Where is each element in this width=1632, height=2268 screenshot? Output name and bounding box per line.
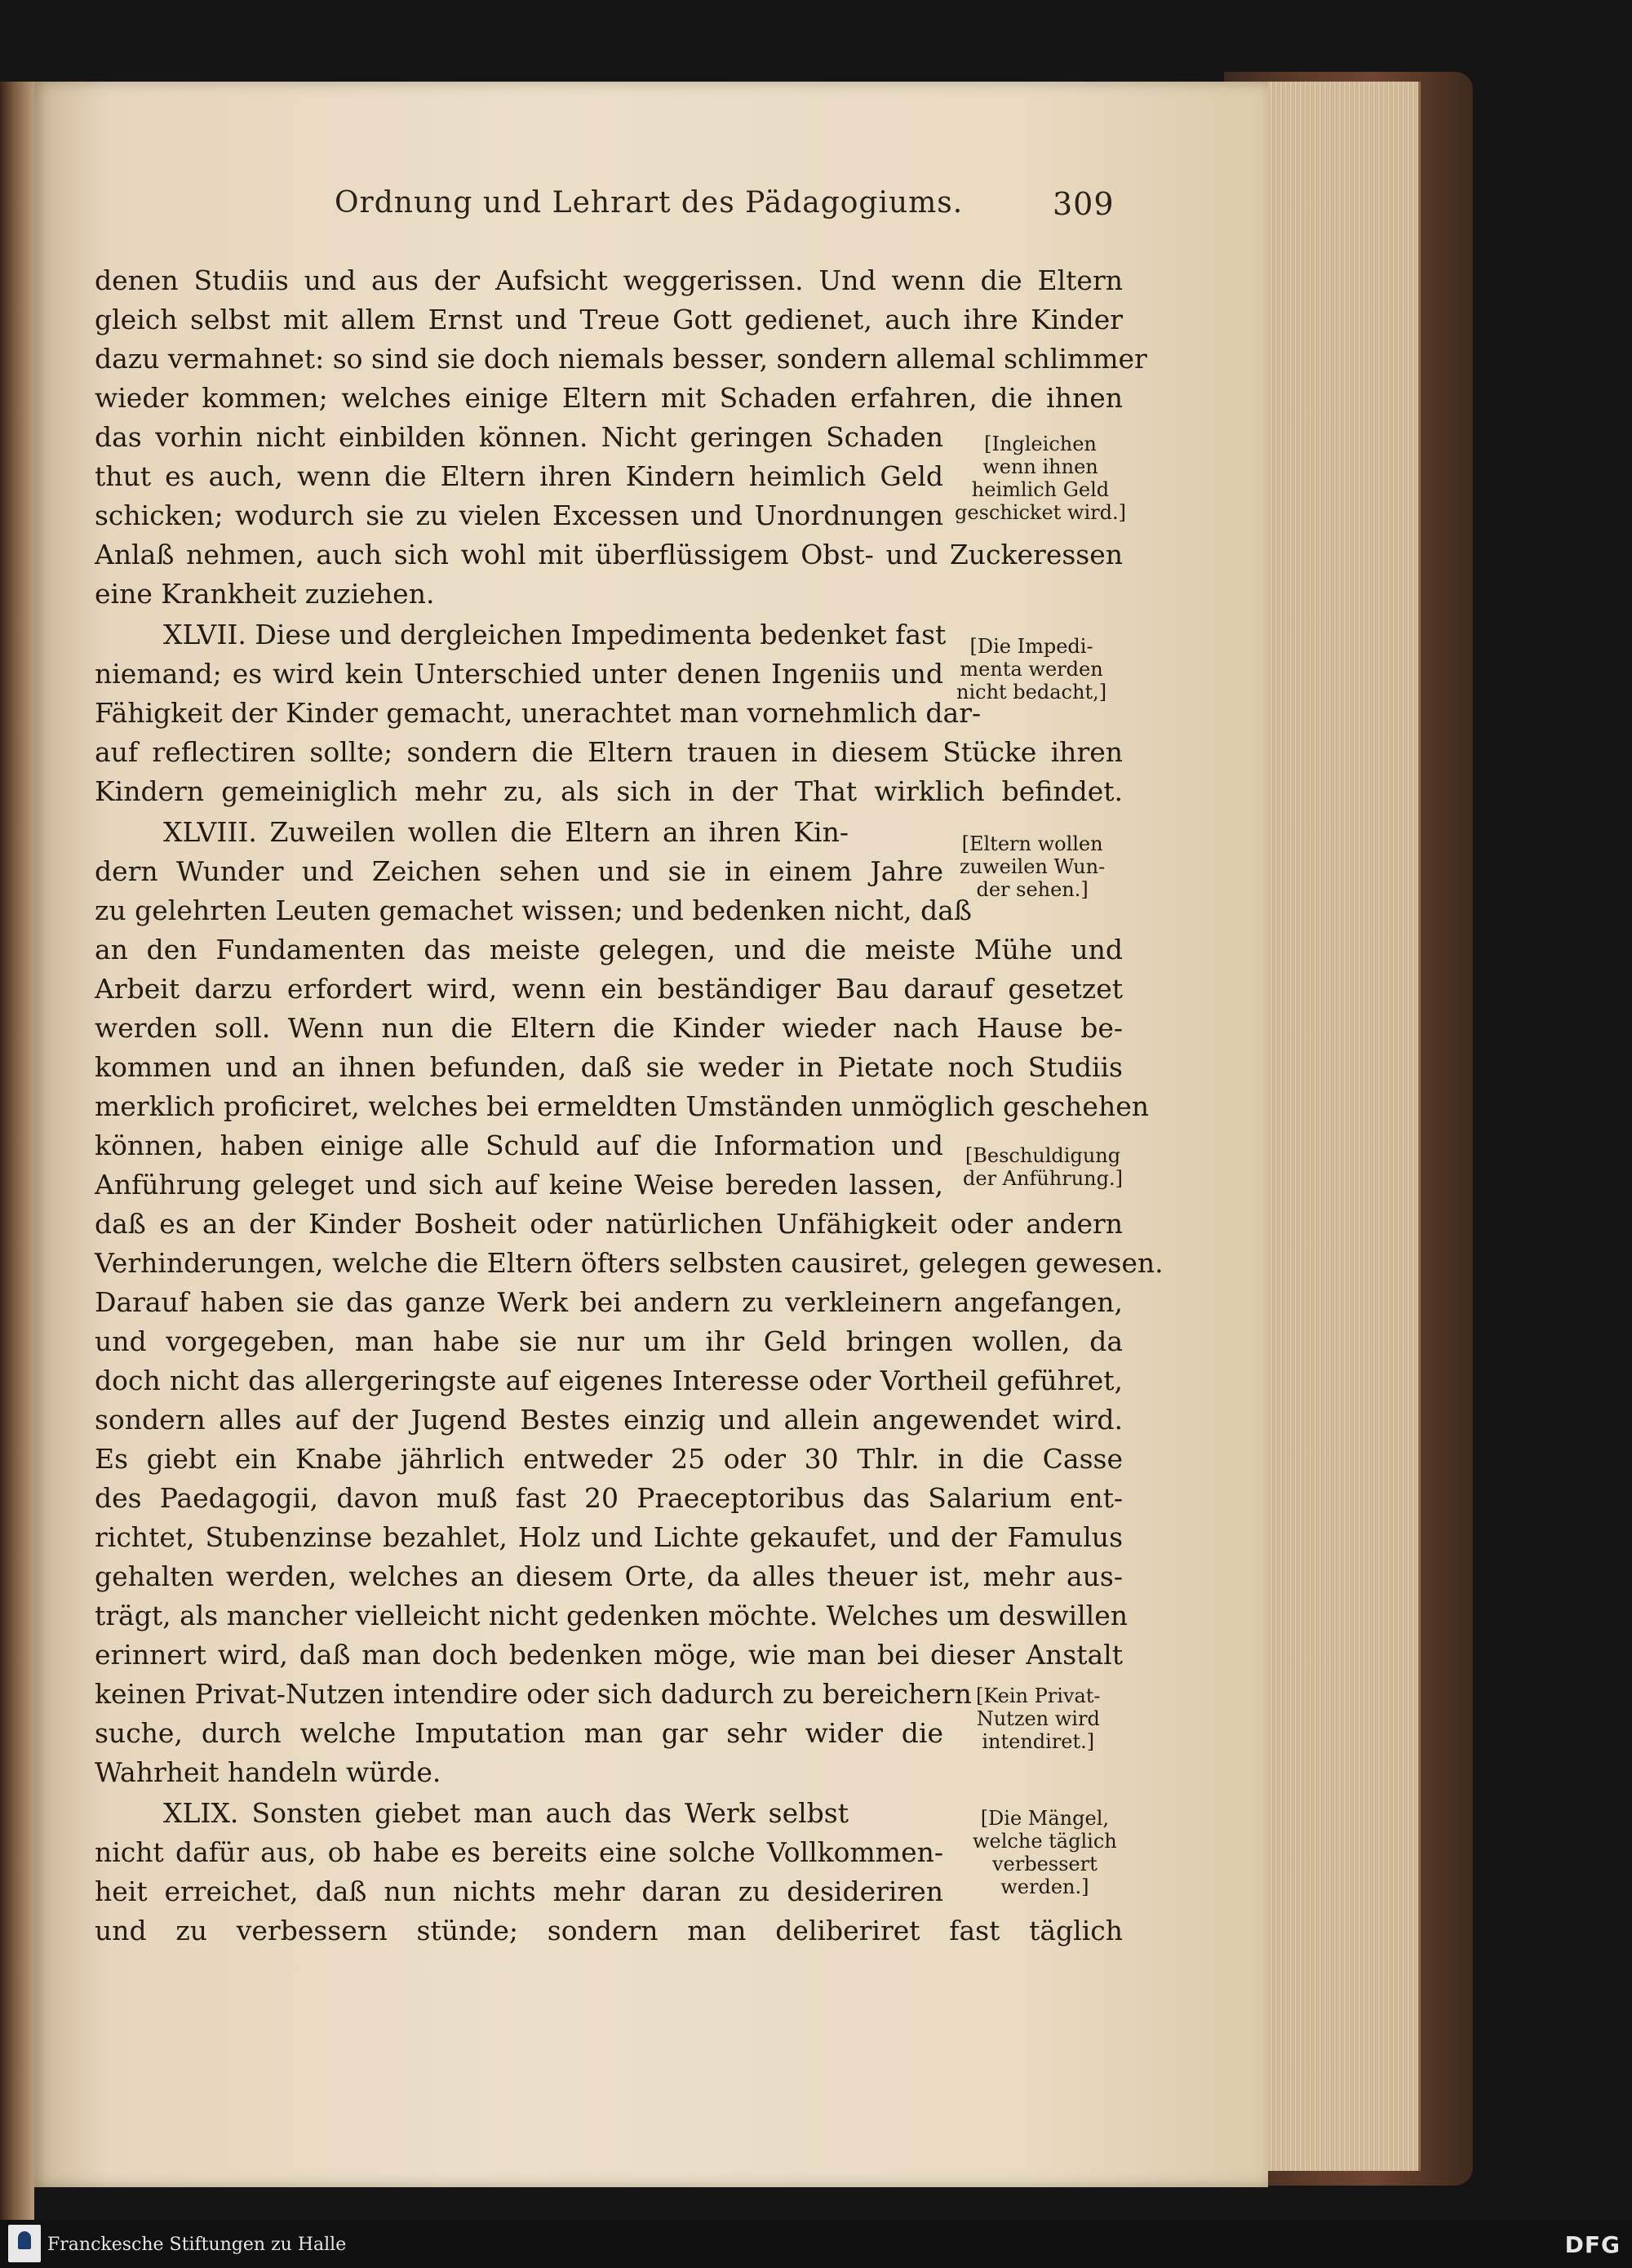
text-line: Arbeit darzu erfordert wird, wenn ein beständiger Bau darauf gesetzet: [95, 973, 1123, 1005]
text-line: dern Wunder und Zeichen sehen und sie in einem Jahre: [95, 855, 943, 887]
text-line: Wahrheit handeln würde.: [95, 1756, 441, 1788]
institution-logo-icon: [8, 2225, 41, 2262]
text-line: Anlaß nehmen, auch sich wohl mit überflüssigem Obst- und Zuckeressen: [95, 539, 1123, 570]
text-line: schicken; wodurch sie zu vielen Excessen und Unordnungen: [95, 499, 943, 531]
text-line: Darauf haben sie das ganze Werk bei andern zu verkleinern angefangen,: [95, 1286, 1123, 1318]
side-note: [Ingleichen wenn ihnen heimlich Geld geschicket wird.]: [955, 433, 1126, 524]
text-line: werden soll. Wenn nun die Eltern die Kinder wieder nach Hause be-: [95, 1012, 1123, 1044]
dfg-logo: DFG: [1564, 2231, 1621, 2258]
text-line: Es giebt ein Knabe jährlich entweder 25 oder 30 Thlr. in die Casse: [95, 1443, 1123, 1475]
text-line: thut es auch, wenn die Eltern ihren Kindern heimlich Geld: [95, 460, 943, 492]
text-line: und zu verbessern stünde; sondern man deliberiret fast täglich: [95, 1915, 1123, 1946]
text-line: erinnert wird, daß man doch bedenken möge, wie man bei dieser Anstalt: [95, 1639, 1123, 1671]
text-line: XLVII. Diese und dergleichen Impedimenta bedenket fast: [163, 619, 947, 650]
text-line: zu gelehrten Leuten gemachet wissen; und bedenken nicht, daß: [95, 894, 972, 926]
text-line: nicht dafür aus, ob habe es bereits eine solche Vollkommen-: [95, 1836, 943, 1868]
text-line: XLIX. Sonsten giebet man auch das Werk selbst: [163, 1797, 849, 1829]
text-line: denen Studiis und aus der Aufsicht weggerissen. Und wenn die Eltern: [95, 264, 1123, 296]
text-line: trägt, als mancher vielleicht nicht gedenken möchte. Welches um deswillen: [95, 1600, 1128, 1631]
text-line: und vorgegeben, man habe sie nur um ihr Geld bringen wollen, da: [95, 1325, 1123, 1357]
running-title: Ordnung und Lehrart des Pädagogiums.: [335, 186, 964, 220]
text-line: sondern alles auf der Jugend Bestes einzig und allein angewendet wird.: [95, 1404, 1123, 1436]
text-line: keinen Privat-Nutzen intendire oder sich dadurch zu bereichern: [95, 1678, 972, 1710]
text-line: Anführung geleget und sich auf keine Weise bereden lassen,: [95, 1169, 943, 1201]
text-line: doch nicht das allergeringste auf eigenes Interesse oder Vortheil geführet,: [95, 1365, 1123, 1396]
text-line: des Paedagogii, davon muß fast 20 Praeceptoribus das Salarium ent-: [95, 1482, 1123, 1514]
text-line: XLVIII. Zuweilen wollen die Eltern an ihren Kin-: [163, 816, 849, 848]
text-line: daß es an der Kinder Bosheit oder natürlichen Unfähigkeit oder andern: [95, 1208, 1123, 1240]
text-line: suche, durch welche Imputation man gar sehr wider die: [95, 1717, 943, 1749]
text-line: das vorhin nicht einbilden können. Nicht geringen Schaden: [95, 421, 943, 453]
side-note: [Die Mängel, welche täglich verbessert werden.]: [973, 1807, 1117, 1898]
text-line: können, haben einige alle Schuld auf die Information und: [95, 1130, 943, 1161]
text-line: heit erreichet, daß nun nichts mehr daran zu desideriren: [95, 1875, 943, 1907]
text-line: kommen und an ihnen befunden, daß sie weder in Pietate noch Studiis: [95, 1051, 1123, 1083]
previous-page-edge: [0, 82, 34, 2220]
text-line: Verhinderungen, welche die Eltern öfters selbsten causiret, gelegen gewesen.: [95, 1247, 1164, 1279]
side-note: [Beschuldigung der Anführung.]: [963, 1144, 1123, 1190]
page-number: 309: [1053, 186, 1115, 222]
text-line: wieder kommen; welches einige Eltern mit Schaden erfahren, die ihnen: [95, 382, 1123, 414]
text-line: Kindern gemeiniglich mehr zu, als sich in der That wirklich befindet.: [95, 775, 1123, 807]
text-line: gleich selbst mit allem Ernst und Treue Gott gedienet, auch ihre Kinder: [95, 304, 1123, 335]
text-line: Fähigkeit der Kinder gemacht, unerachtet man vornehmlich dar-: [95, 697, 982, 729]
text-line: dazu vermahnet: so sind sie doch niemals besser, sondern allemal schlimmer: [95, 343, 1147, 375]
text-line: eine Krankheit zuziehen.: [95, 578, 435, 610]
side-note: [Kein Privat- Nutzen wird intendiret.]: [976, 1684, 1101, 1753]
side-note: [Die Impedi- menta werden nicht bedacht,]: [956, 635, 1107, 703]
side-note: [Eltern wollen zuweilen Wun- der sehen.]: [960, 832, 1106, 901]
page-edges: [1263, 82, 1421, 2171]
text-line: niemand; es wird kein Unterschied unter denen Ingeniis und: [95, 658, 943, 690]
footer-institution: Franckesche Stiftungen zu Halle: [47, 2235, 347, 2255]
text-line: richtet, Stubenzinse bezahlet, Holz und Lichte gekaufet, und der Famulus: [95, 1521, 1123, 1553]
text-line: merklich proficiret, welches bei ermeldten Umständen unmöglich geschehen: [95, 1090, 1149, 1122]
text-line: an den Fundamenten das meiste gelegen, und die meiste Mühe und: [95, 934, 1123, 965]
text-line: auf reflectiren sollte; sondern die Eltern trauen in diesem Stücke ihren: [95, 736, 1123, 768]
text-line: gehalten werden, welches an diesem Orte, da alles theuer ist, mehr aus-: [95, 1560, 1123, 1592]
